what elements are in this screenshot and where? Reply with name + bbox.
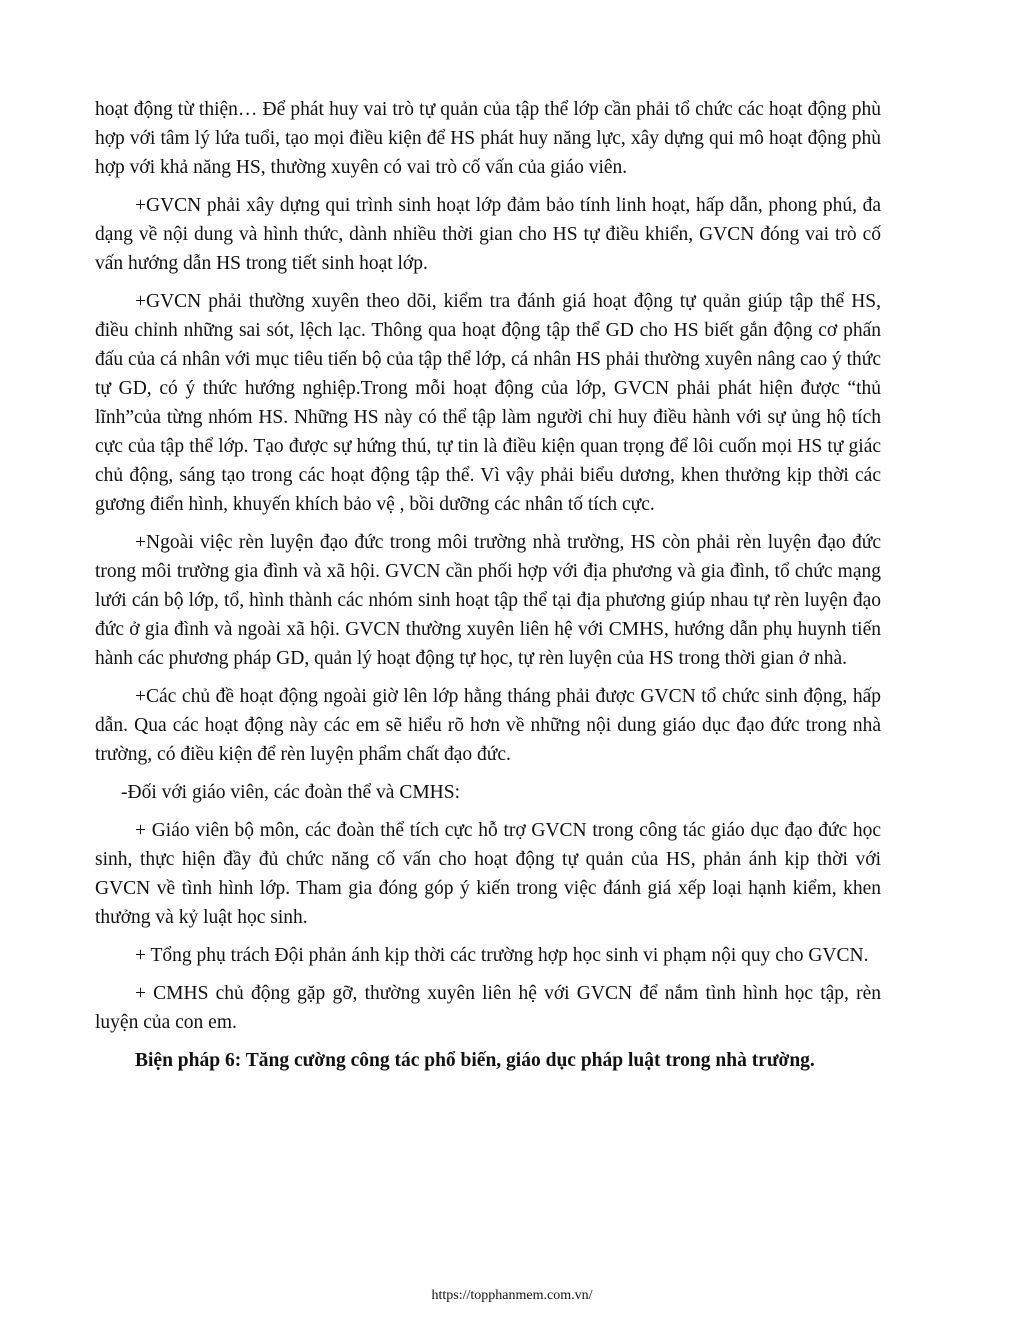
paragraph-family-society: +Ngoài việc rèn luyện đạo đức trong môi trường nhà trường, HS còn phải rèn luyện đạo đức trong môi trường gia đình và xã hội. GVCN cần phối hợp với địa phương và gia đình, tổ chức mạng lưới cán bộ lớp, tổ, hình thành các nhóm sinh hoạt tập thể tại địa phương giúp nhau tự rèn luyện đạo đức ở gia đình và ngoài xã hội. GVCN thường xuyên liên hệ với CMHS, hướng dẫn phụ huynh tiến hành các phương pháp GD, quản lý hoạt động tự học, tự rèn luyện của HS trong thời gian ở nhà. xyxy=(95,532,881,669)
paragraph-team-leader: + Tổng phụ trách Đội phản ánh kịp thời các trường hợp học sinh vi phạm nội quy cho GVCN. xyxy=(135,945,869,966)
paragraph-parents: + CMHS chủ động gặp gỡ, thường xuyên liên hệ với GVCN để nắm tình hình học tập, rèn luyện của con em. xyxy=(95,983,881,1033)
paragraph-extracurricular: +Các chủ đề hoạt động ngoài giờ lên lớp hằng tháng phải được GVCN tổ chức sinh động, hấp dẫn. Qua các hoạt động này các em sẽ hiểu rõ hơn về những nội dung giáo dục đạo đức trong nhà trường, có điều kiện để rèn luyện phẩm chất đạo đức. xyxy=(95,686,881,765)
footer-url: https://topphanmem.com.vn/ xyxy=(431,1288,593,1303)
paragraph-class-routine: +GVCN phải xây dựng qui trình sinh hoạt lớp đảm bảo tính linh hoạt, hấp dẫn, phong phú, đa dạng về nội dung và hình thức, dành nhiều thời gian cho HS tự điều khiển, GVCN đóng vai trò cố vấn hướng dẫn HS trong tiết sinh hoạt lớp. xyxy=(95,195,881,274)
section-heading: Biện pháp 6: Tăng cường công tác phổ biến, giáo dục pháp luật trong nhà trường. xyxy=(135,1050,815,1071)
paragraph-teachers-heading: -Đối với giáo viên, các đoàn thể và CMHS: xyxy=(121,782,461,803)
document-body xyxy=(95,95,881,1075)
paragraph-intro: hoạt động từ thiện… Để phát huy vai trò tự quản của tập thể lớp cần phải tổ chức các hoạt động phù hợp với tâm lý lứa tuổi, tạo mọi điều kiện để HS phát huy năng lực, xây dựng qui mô hoạt động phù hợp với khả năng HS, thường xuyên có vai trò cố vấn của giáo viên. xyxy=(95,99,881,178)
paragraph-self-management: +GVCN phải thường xuyên theo dõi, kiểm tra đánh giá hoạt động tự quản giúp tập thể HS, điều chỉnh những sai sót, lệch lạc. Thông qua hoạt động tập thể GD cho HS biết gắn động cơ phấn đấu của cá nhân với mục tiêu tiến bộ của tập thể lớp, cá nhân HS phải thường xuyên nâng cao ý thức tự GD, có ý thức hướng nghiệp.Trong mỗi hoạt động của lớp, GVCN phải phát hiện được “thủ lĩnh”của từng nhóm HS. Những HS này có thể tập làm người chỉ huy điều hành với sự ủng hộ tích cực của tập thể lớp. Tạo được sự hứng thú, tự tin là điều kiện quan trọng để lôi cuốn mọi HS tự giác chủ động, sáng tạo trong các hoạt động tập thể. Vì vậy phải biểu dương, khen thưởng kịp thời các gương điển hình, khuyến khích bảo vệ , bồi dưỡng các nhân tố tích cực. xyxy=(95,291,881,515)
paragraph-subject-teachers: + Giáo viên bộ môn, các đoàn thể tích cực hỗ trợ GVCN trong công tác giáo dục đạo đức học sinh, thực hiện đầy đủ chức năng cố vấn cho hoạt động tự quản của HS, phản ánh kịp thời với GVCN về tình hình lớp. Tham gia đóng góp ý kiến trong việc đánh giá xếp loại hạnh kiểm, khen thưởng và kỷ luật học sinh. xyxy=(95,820,881,928)
